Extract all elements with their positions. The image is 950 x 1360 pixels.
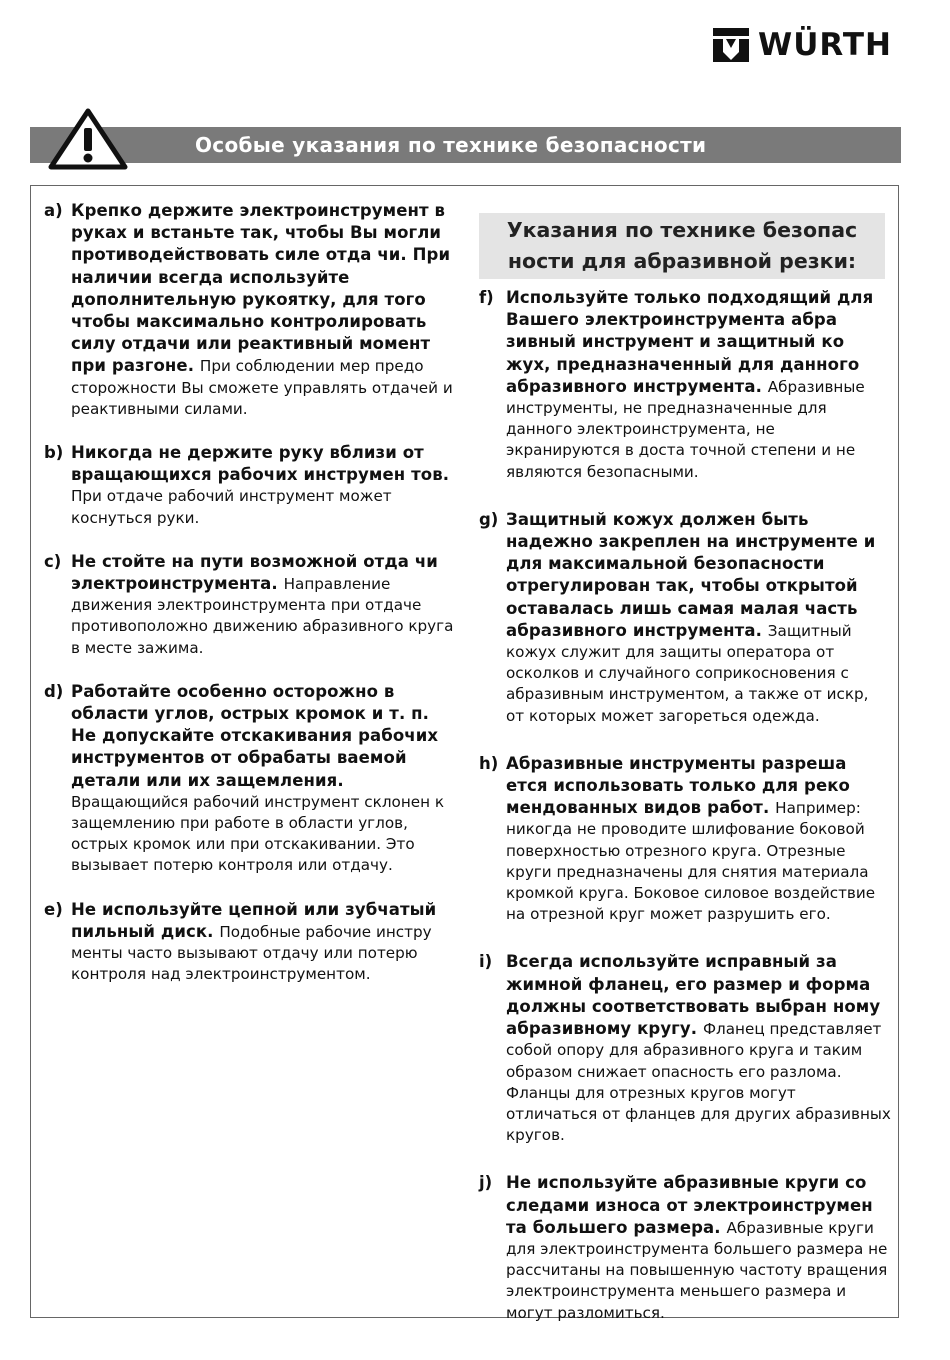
- item-explanation: Например: никогда не проводите шлифование боковой поверхностью отрезного круга. Отрезные круги предназначены для снятия материала кромкой круга. Боковое силовое воздействие на отрезной круг может разрушить его.: [506, 799, 876, 924]
- item-marker: e): [44, 899, 63, 919]
- list-item: [44, 681, 454, 877]
- item-warning: Используйте только подходящий для Вашего электроинструмента абра зивный инструмент и защитный ко жух, предназначенный для данного абразивного инструмента.: [506, 288, 874, 396]
- item-marker: d): [44, 681, 64, 701]
- item-warning: Крепко держите электроинструмент в руках и встаньте так, чтобы Вы могли противодействовать силе отда чи. При наличии всегда используйте дополнительную рукоятку, для того чтобы максимально контролировать силу отдачи или реактивный момент при разгоне.: [71, 201, 451, 376]
- item-marker: b): [44, 443, 64, 463]
- list-item: [479, 509, 891, 727]
- item-warning: Не используйте абразивные круги со следами износа от электроинструмен та большего размера.: [506, 1173, 873, 1237]
- list-item: [479, 287, 891, 483]
- item-explanation: Защитный кожух служит для защиты оператора от осколков и случайного соприкосновения с абразивным инструментом, а также от искр, от которых может загореться одежда.: [506, 621, 869, 725]
- subheading-line: Указания по технике безопас: [506, 218, 858, 242]
- list-item: [479, 753, 891, 926]
- section-subheading: [479, 213, 885, 277]
- item-warning: Не используйте цепной или зубчатый пильный диск.: [71, 899, 437, 941]
- item-explanation: Абразивные инструменты, не предназначенные для данного электроинструмента, не экранируются в доста точной степени и не являются безопасными.: [506, 377, 865, 481]
- item-marker: i): [479, 952, 493, 972]
- list-item: [479, 1172, 891, 1323]
- item-marker: f): [479, 288, 494, 307]
- item-warning: Не стойте на пути возможной отда чи электроинструмента.: [71, 551, 438, 594]
- item-marker: c): [44, 551, 62, 571]
- wurth-logo: [712, 25, 892, 65]
- list-item: [44, 442, 454, 529]
- page-title: Особые указания по технике безопасности: [195, 133, 707, 157]
- item-warning: Всегда используйте исправный за жимной фланец, его размер и форма должны соответствовать выбран ному абразивному кругу.: [506, 952, 881, 1039]
- item-warning: Защитный кожух должен быть надежно закреплен на инструменте и для максимальной безопасности отрегулирован так, чтобы открытой оставалась лишь самая малая часть абразивного инструмента.: [506, 509, 876, 640]
- item-marker: j): [479, 1173, 493, 1193]
- item-explanation: Фланец представляет собой опору для абразивного круга и таким образом снижает опасность его разлома. Фланцы для отрезных кругов могут отличаться от фланцев для других абразивных кругов.: [506, 1020, 891, 1145]
- list-item: [44, 899, 454, 986]
- item-warning: Работайте особенно осторожно в области углов, острых кромок и т. п. Не допускайте отскакивания рабочих инструментов от обрабаты ваемой детали или их защемления.: [71, 681, 439, 790]
- brand-name: WÜRTH: [758, 27, 892, 63]
- item-explanation: При соблюдении мер предо сторожности Вы сможете управлять отдачей и реактивными силами.: [71, 357, 453, 418]
- item-marker: a): [44, 201, 63, 220]
- item-explanation: Подобные рабочие инстру менты часто вызывают отдачу или потерю контроля над электроинструментом.: [71, 922, 432, 984]
- right-column: [479, 287, 891, 1350]
- subheading-line: ности для абразивной резки:: [507, 249, 857, 273]
- left-column: [44, 200, 454, 1008]
- item-explanation: При отдаче рабочий инструмент может коснуться руки.: [71, 487, 392, 527]
- item-warning: Абразивные инструменты разреша ется использовать только для реко мендованных видов работ.: [506, 753, 850, 818]
- item-explanation: Вращающийся рабочий инструмент склонен к защемлению при работе в области углов, острых кромок или при отскакивании. Это вызывает потерю контроля или отдачу.: [71, 792, 445, 875]
- item-warning: Никогда не держите руку вблизи от вращающихся рабочих инструмен тов.: [71, 443, 450, 485]
- list-item: [44, 551, 454, 659]
- item-marker: g): [479, 509, 499, 529]
- warning-triangle-icon: [48, 108, 128, 170]
- item-explanation: Абразивные круги для электроинструмента большего размера не рассчитаны на повышенную частоту вращения электроинструмента меньшего размера и могут разломиться.: [506, 1218, 888, 1322]
- item-explanation: Направление движения электроинструмента при отдаче противоположно движению абразивного круга в месте зажима.: [71, 575, 454, 657]
- list-item: [44, 200, 454, 420]
- item-marker: h): [479, 753, 499, 773]
- list-item: [479, 951, 891, 1146]
- wurth-logo-mark-icon: [712, 26, 750, 64]
